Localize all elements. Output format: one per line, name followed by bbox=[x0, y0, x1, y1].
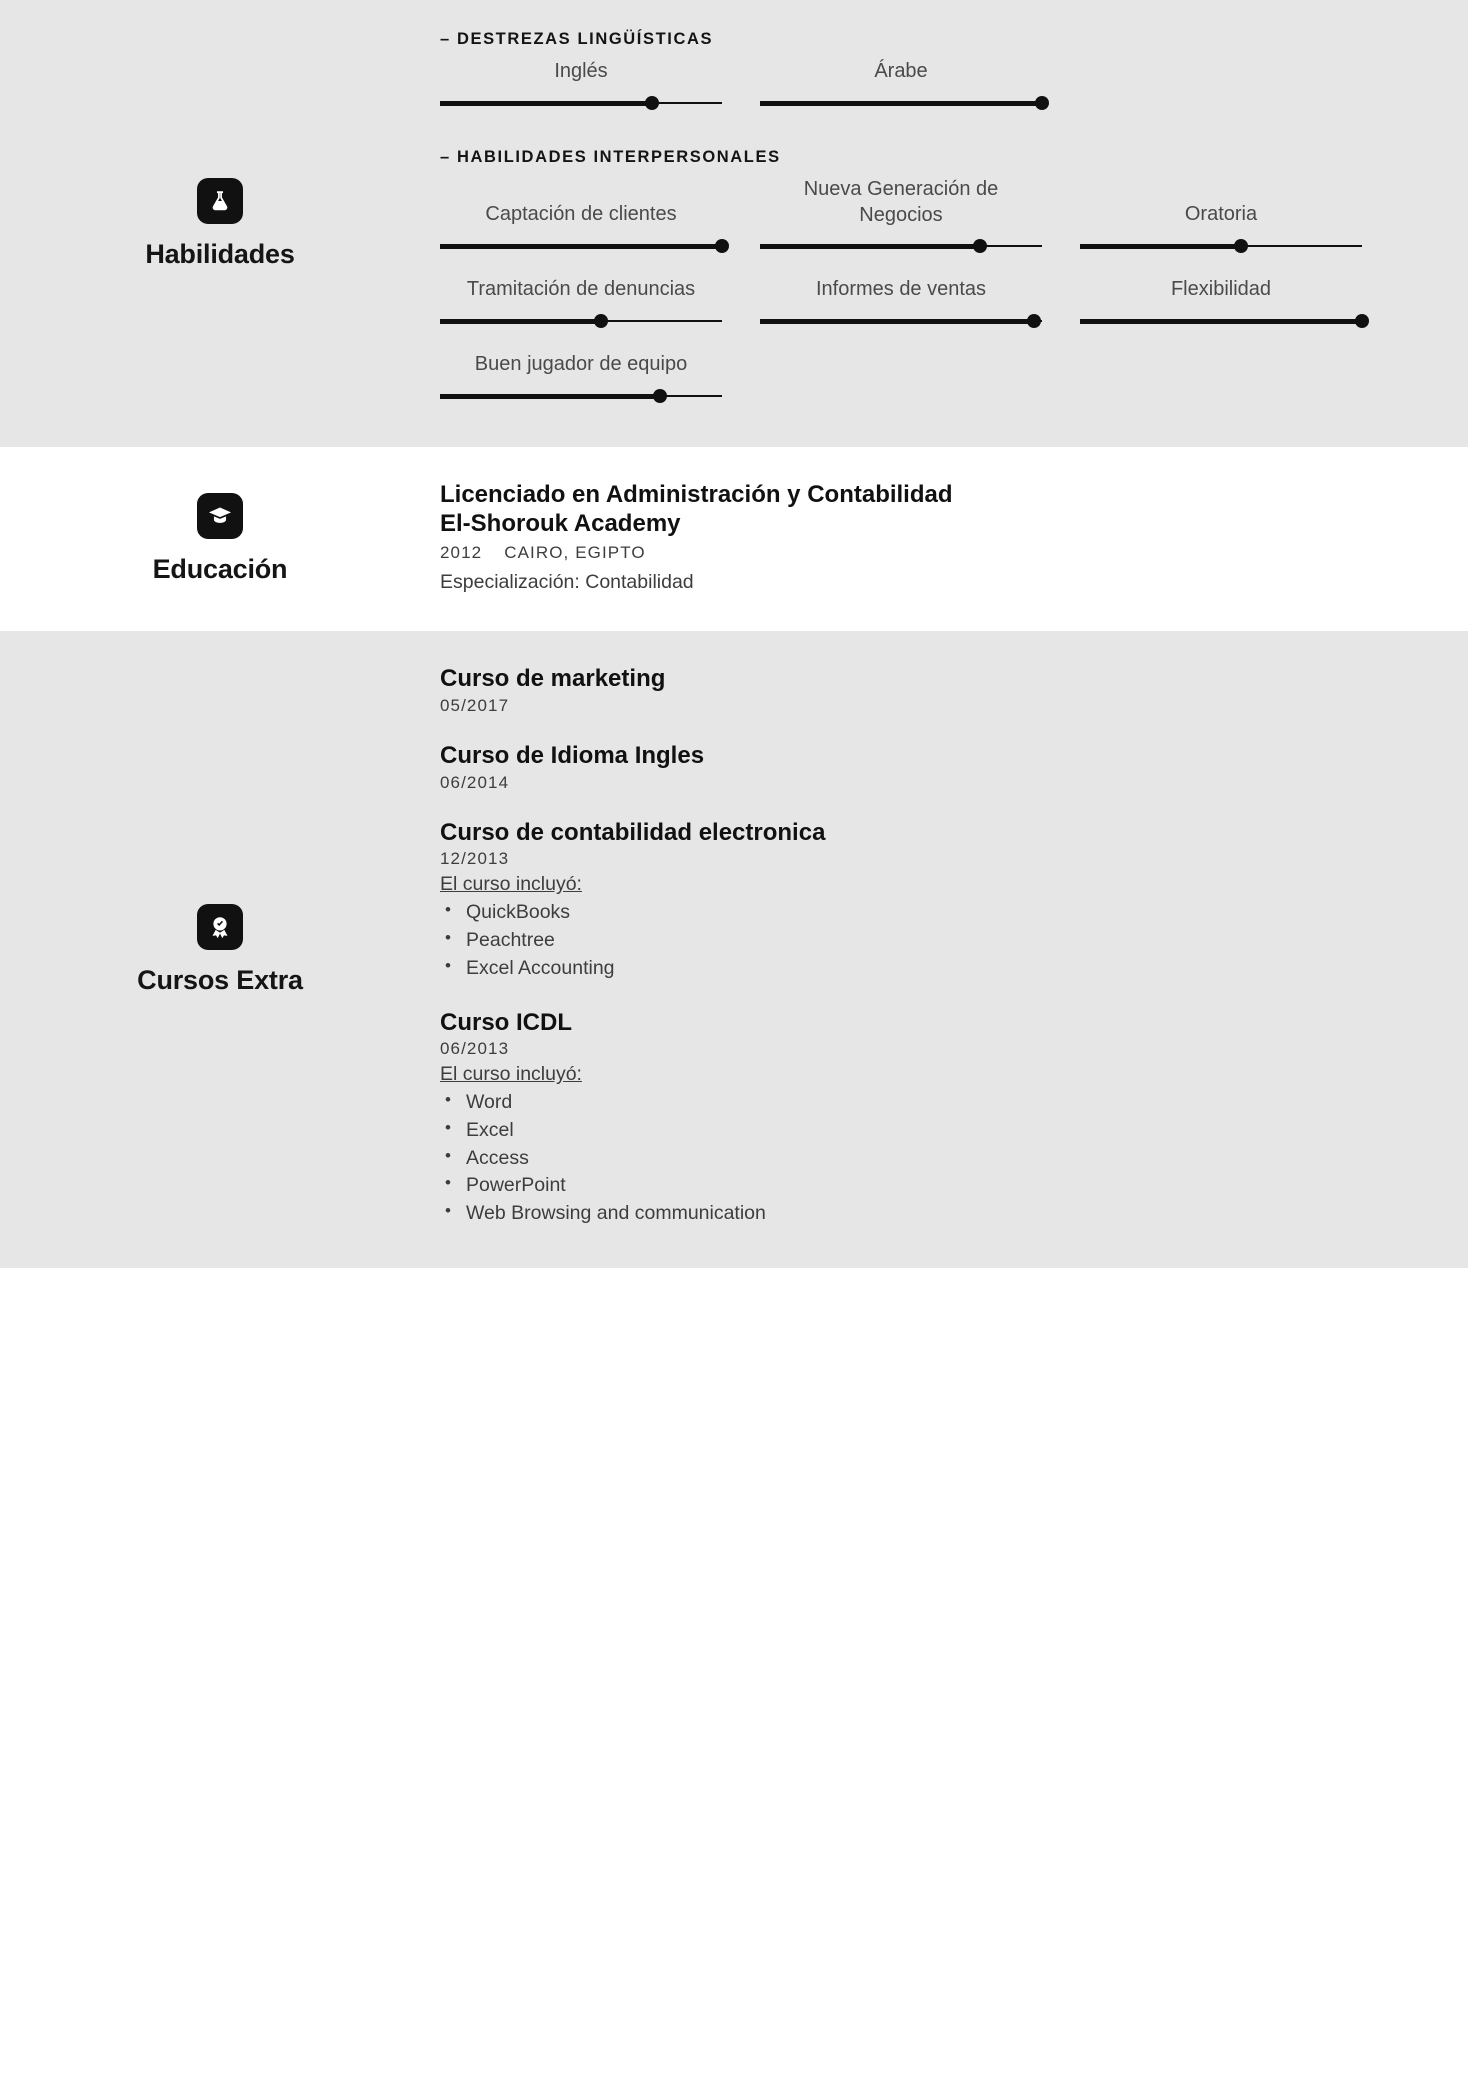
slider-fill bbox=[440, 319, 601, 324]
course-item-list bbox=[440, 1089, 1468, 1227]
course-list-item: • Web Browsing and communication bbox=[440, 1200, 1468, 1228]
skills-rail bbox=[0, 178, 440, 270]
course-date: 12/2013 bbox=[440, 849, 510, 869]
slider-fill bbox=[1080, 319, 1362, 324]
course-date: 06/2013 bbox=[440, 1039, 510, 1059]
section-courses bbox=[0, 631, 1468, 1268]
course-included-label: El curso incluyó: bbox=[440, 1063, 582, 1086]
course-entry bbox=[440, 1009, 1468, 1228]
course-title: Curso de Idioma Ingles bbox=[440, 741, 705, 769]
courses-rail bbox=[0, 904, 440, 996]
education-entry bbox=[440, 481, 1468, 595]
course-list-item: • PowerPoint bbox=[440, 1172, 1468, 1200]
skill-level-slider[interactable] bbox=[1080, 239, 1362, 253]
course-list-item: • Excel Accounting bbox=[440, 955, 1468, 983]
course-entry bbox=[440, 819, 1468, 983]
slider-knob[interactable] bbox=[1027, 314, 1041, 328]
education-label: Educación bbox=[152, 554, 288, 585]
slider-fill bbox=[760, 319, 1034, 324]
skills-label: Habilidades bbox=[145, 238, 295, 269]
slider-fill bbox=[760, 244, 980, 249]
award-ribbon-icon bbox=[197, 904, 243, 950]
skill-name: Oratoria bbox=[1184, 203, 1258, 226]
course-list-item: • Word bbox=[440, 1089, 1468, 1117]
skill-item bbox=[1080, 277, 1362, 328]
slider-fill bbox=[440, 244, 722, 249]
slider-knob[interactable] bbox=[594, 314, 608, 328]
skill-item bbox=[440, 277, 722, 328]
skills-content bbox=[440, 0, 1468, 447]
skill-item bbox=[760, 177, 1042, 253]
education-year: 2012 bbox=[440, 542, 483, 562]
course-item-list bbox=[440, 899, 1468, 982]
course-date: 06/2014 bbox=[440, 772, 510, 792]
skill-level-slider[interactable] bbox=[760, 239, 1042, 253]
education-degree: Licenciado en Administración y Contabilidad bbox=[440, 481, 953, 509]
skill-name: Flexibilidad bbox=[1170, 278, 1272, 301]
skill-name: Nueva Generación de Negocios bbox=[803, 178, 999, 226]
skill-level-slider[interactable] bbox=[760, 314, 1042, 328]
course-list-item: • Peachtree bbox=[440, 927, 1468, 955]
slider-knob[interactable] bbox=[645, 96, 659, 110]
education-meta bbox=[440, 542, 1468, 565]
slider-knob[interactable] bbox=[1234, 239, 1248, 253]
education-specialization: Especialización: Contabilidad bbox=[440, 570, 694, 593]
skill-group-languages bbox=[440, 30, 1468, 110]
skill-group-title: – HABILIDADES INTERPERSONALES bbox=[440, 148, 781, 166]
course-list-item: • Access bbox=[440, 1145, 1468, 1173]
skill-list-languages bbox=[440, 59, 1468, 110]
course-date: 05/2017 bbox=[440, 695, 510, 715]
slider-knob[interactable] bbox=[1035, 96, 1049, 110]
course-entry bbox=[440, 665, 1468, 716]
skill-item bbox=[1080, 177, 1362, 253]
course-title: Curso de contabilidad electronica bbox=[440, 818, 826, 846]
skill-name: Inglés bbox=[554, 60, 608, 82]
courses-content bbox=[440, 631, 1468, 1268]
courses-label: Cursos Extra bbox=[137, 964, 303, 995]
skill-name: Buen jugador de equipo bbox=[474, 353, 688, 376]
course-list-item: • Excel bbox=[440, 1117, 1468, 1145]
skill-item bbox=[440, 177, 722, 253]
section-education bbox=[0, 447, 1468, 631]
skill-name: Árabe bbox=[874, 60, 928, 82]
slider-fill bbox=[440, 394, 660, 399]
education-rail bbox=[0, 493, 440, 585]
skill-item bbox=[440, 59, 722, 110]
slider-knob[interactable] bbox=[973, 239, 987, 253]
skill-group-title: – DESTREZAS LINGÜÍSTICAS bbox=[440, 30, 714, 48]
skill-group-interpersonal bbox=[440, 148, 1468, 403]
skill-name: Informes de ventas bbox=[815, 278, 987, 301]
course-entry bbox=[440, 742, 1468, 793]
slider-knob[interactable] bbox=[1355, 314, 1369, 328]
skill-level-slider[interactable] bbox=[440, 239, 722, 253]
course-included-label: El curso incluyó: bbox=[440, 873, 582, 896]
education-school: El-Shorouk Academy bbox=[440, 509, 681, 537]
skill-name: Tramitación de denuncias bbox=[466, 278, 696, 301]
slider-fill bbox=[440, 101, 652, 106]
education-content bbox=[440, 447, 1468, 631]
skill-level-slider[interactable] bbox=[440, 389, 722, 403]
graduation-cap-icon bbox=[197, 493, 243, 539]
skill-list-interpersonal bbox=[440, 177, 1468, 403]
skill-level-slider[interactable] bbox=[760, 96, 1042, 110]
course-title: Curso ICDL bbox=[440, 1008, 572, 1036]
slider-knob[interactable] bbox=[715, 239, 729, 253]
course-title: Curso de marketing bbox=[440, 665, 666, 693]
skill-level-slider[interactable] bbox=[440, 96, 722, 110]
skill-item bbox=[760, 277, 1042, 328]
skill-name: Captación de clientes bbox=[485, 203, 677, 226]
course-list-item: • QuickBooks bbox=[440, 899, 1468, 927]
slider-knob[interactable] bbox=[653, 389, 667, 403]
section-skills bbox=[0, 0, 1468, 447]
skill-level-slider[interactable] bbox=[440, 314, 722, 328]
slider-fill bbox=[760, 101, 1042, 106]
education-location: CAIRO, EGIPTO bbox=[504, 542, 646, 562]
skill-item bbox=[440, 352, 722, 403]
slider-fill bbox=[1080, 244, 1241, 249]
flask-icon bbox=[197, 178, 243, 224]
skill-level-slider[interactable] bbox=[1080, 314, 1362, 328]
skill-item bbox=[760, 59, 1042, 110]
